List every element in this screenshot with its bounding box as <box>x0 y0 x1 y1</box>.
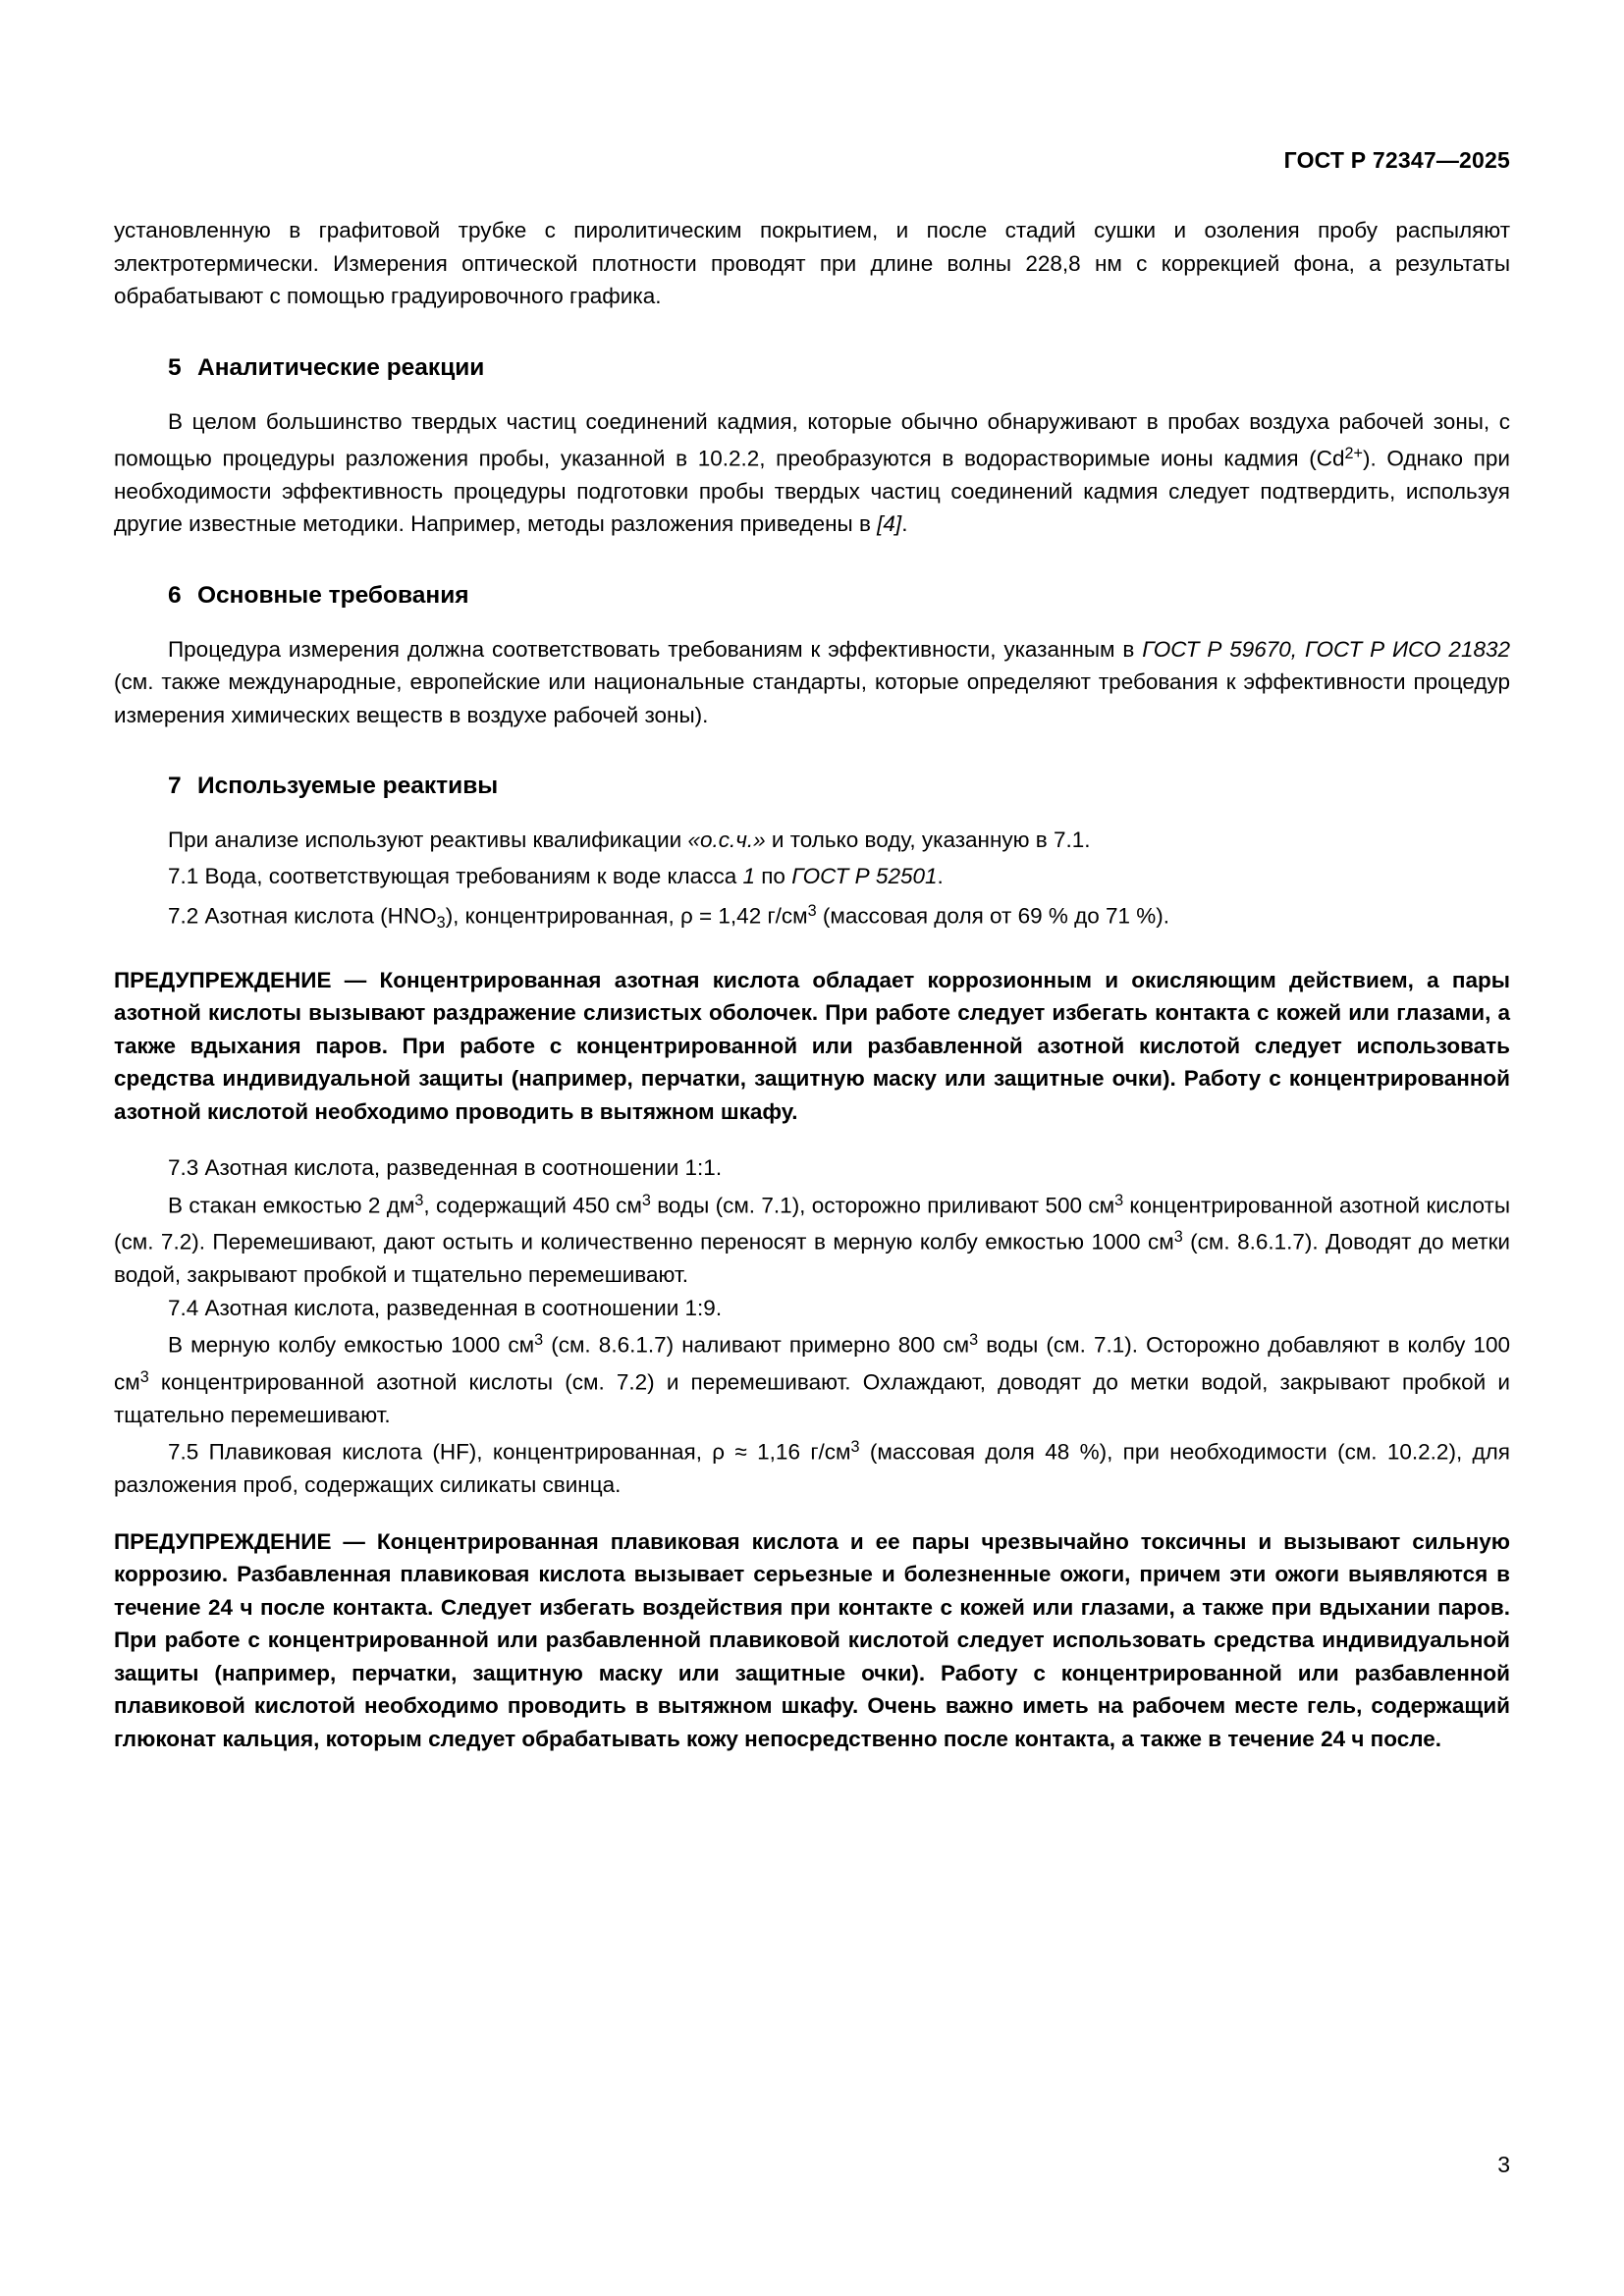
warning-nitric-acid <box>114 964 1510 1129</box>
section6-paragraph <box>114 633 1510 732</box>
warning-nitric-acid-label: ПРЕДУПРЕЖДЕНИЕ — <box>114 967 380 992</box>
clause-7-3-sup-1: 3 <box>414 1191 424 1209</box>
clause-7-4-sup-3: 3 <box>139 1367 149 1386</box>
clause-7-3-b: , содержащий 450 см <box>423 1192 642 1217</box>
clause-7-4: 7.4 Азотная кислота, разведенная в соотношении 1:9. <box>168 1295 723 1320</box>
section5-text-end: . <box>901 511 908 537</box>
section5-superscript: 2+ <box>1344 445 1363 462</box>
section-heading-5 <box>114 352 1510 384</box>
clause-7-4-d: концентрированной азотной кислоты (см. 7.2) и перемешивают. Охлаждают, доводят до метки водой, закрывают пробкой и тщательно перемешивают. <box>114 1369 1510 1427</box>
clause-7-2-a: 7.2 Азотная кислота (HNO <box>168 903 437 929</box>
clause-7-2-superscript: 3 <box>807 902 817 921</box>
clause-7-4-sup-2: 3 <box>969 1331 979 1350</box>
section7-intro-paragraph <box>114 824 1510 857</box>
clause-7-4-sup-1: 3 <box>534 1331 544 1350</box>
clause-7-3-e: (см. 8.6.1.7). Доводят до метки водой, закрывают пробкой и тщательно перемешивают. <box>114 1229 1510 1288</box>
clause-7-2-b: ), концентрированная, ρ = 1,42 г/см <box>445 903 808 929</box>
section-heading-7 <box>114 771 1510 802</box>
section5-reference: [4] <box>877 511 902 537</box>
clause-7-4-procedure <box>114 1324 1510 1431</box>
clause-7-1 <box>114 860 1510 893</box>
warning-hydrofluoric-acid-label: ПРЕДУПРЕЖДЕНИЕ — <box>114 1528 377 1554</box>
clause-7-1-class: 1 <box>742 863 755 888</box>
section-title-7: Используемые реактивы <box>197 773 499 800</box>
clause-7-2-subscript: 3 <box>436 914 446 933</box>
clause-7-3-procedure <box>114 1185 1510 1292</box>
intro-paragraph: установленную в графитовой трубке с пиролитическим покрытием, и после стадий сушки и озоления пробу распыляют электротермически. Измерения оптической плотности проводят при длине волны 228,8 нм с коррекцией фона, а результаты обрабатывают с помощью градуировочного графика. <box>114 218 1510 308</box>
clause-7-3-d: концентрированной азотной кислоты (см. 7.2). Перемешивают, дают остыть и количественно переносят в мерную колбу емкостью 1000 см <box>114 1192 1510 1255</box>
section-number-5: 5 <box>168 353 182 381</box>
section6-text-b: (см. также международные, европейские или национальные стандарты, которые определяют требования к эффективности процедур измерения химических веществ в воздухе рабочей зоны). <box>114 669 1510 727</box>
warning-hydrofluoric-acid-text: Концентрированная плавиковая кислота и ее пары чрезвычайно токсичны и вызывают сильную коррозию. Разбавленная плавиковая кислота вызывает серьезные и болезненные ожоги, причем эти ожоги выявляются в течение 24 ч после контакта. Следует избегать воздействия при контакте с кожей или глазами, а также при вдыхании паров. При работе с концентрированной или разбавленной плавиковой кислотой следует использовать средства индивидуальной защиты (например, перчатки, защитную маску или защитные очки). Работу с концентрированной или разбавленной плавиковой кислотой необходимо проводить в вытяжном шкафу. Очень важно иметь на рабочем месте гель, содержащий глюконат кальция, которым следует обрабатывать кожу непосредственно после контакта, а также в течение 24 ч после. <box>114 1528 1510 1751</box>
section5-text-a: В целом большинство твердых частиц соединений кадмия, которые обычно обнаруживают в пробах воздуха рабочей зоны, с помощью процедуры разложения пробы, указанной в 10.2.2, преобразуются в водорастворимые ионы кадмия (Cd <box>114 408 1510 471</box>
clause-7-3-sup-2: 3 <box>641 1191 651 1209</box>
section7-grade-quote: «о.с.ч.» <box>687 828 766 853</box>
clause-7-4-b: (см. 8.6.1.7) наливают примерно 800 см <box>543 1332 970 1358</box>
section6-text-a: Процедура измерения должна соответствовать требованиям к эффективности, указанным в <box>168 636 1143 662</box>
clause-7-1-standard: ГОСТ Р 52501 <box>791 863 938 888</box>
clause-7-2 <box>114 895 1510 939</box>
page-header-standard-id: ГОСТ Р 72347—2025 <box>1283 147 1510 173</box>
section-heading-6 <box>114 580 1510 612</box>
section-number-6: 6 <box>168 581 182 609</box>
section-number-7: 7 <box>168 773 182 800</box>
section5-paragraph <box>114 405 1510 541</box>
section-title-5: Аналитические реакции <box>197 353 485 381</box>
warning-hydrofluoric-acid <box>114 1525 1510 1756</box>
section5-text-b: ). Однако при необходимости эффективность процедуры подготовки пробы твердых частиц соединений кадмия следует подтвердить, используя другие известные методики. Например, методы разложения приведены в <box>114 446 1510 537</box>
clause-7-1-end: . <box>937 863 944 888</box>
clause-7-5-sup: 3 <box>850 1438 860 1457</box>
warning-nitric-acid-text: Концентрированная азотная кислота обладает коррозионным и окисляющим действием, а пары азотной кислоты вызывают раздражение слизистых оболочек. При работе следует избегать контакта с кожей или глазами, а также вдыхания паров. При работе с концентрированной или разбавленной азотной кислотой следует использовать средства индивидуальной защиты (например, перчатки, защитную маску или защитные очки). Работу с концентрированной азотной кислотой необходимо проводить в вытяжном шкафу. <box>114 967 1510 1124</box>
document-body <box>114 214 1510 1755</box>
section-title-6: Основные требования <box>197 581 469 609</box>
clause-7-3-sup-3: 3 <box>1114 1191 1124 1209</box>
section7-intro-a: При анализе используют реактивы квалификации <box>168 828 688 853</box>
clause-7-3-sup-4: 3 <box>1173 1228 1183 1247</box>
clause-7-5-a: 7.5 Плавиковая кислота (HF), концентрированная, ρ ≈ 1,16 г/см <box>168 1439 851 1465</box>
clause-7-4-a: В мерную колбу емкостью 1000 см <box>168 1332 535 1358</box>
clause-7-5 <box>114 1431 1510 1501</box>
section7-intro-b: и только воду, указанную в 7.1. <box>765 828 1091 853</box>
clause-7-3-c: воды (см. 7.1), осторожно приливают 500 см <box>650 1192 1115 1217</box>
clause-7-1-a: 7.1 Вода, соответствующая требованиям к воде класса <box>168 863 743 888</box>
clause-7-3: 7.3 Азотная кислота, разведенная в соотношении 1:1. <box>168 1155 723 1181</box>
page-number: 3 <box>1497 2152 1510 2177</box>
clause-7-3-a: В стакан емкостью 2 дм <box>168 1192 415 1217</box>
clause-7-1-b: по <box>754 863 792 888</box>
clause-7-5-b: (массовая доля 48 %), при необходимости (см. 10.2.2), для разложения проб, содержащих силикаты свинца. <box>114 1439 1510 1497</box>
clause-7-2-end: (массовая доля от 69 % до 71 %). <box>816 903 1170 929</box>
section6-standard-refs: ГОСТ Р 59670, ГОСТ Р ИСО 21832 <box>1142 636 1510 662</box>
clause-7-4-c: воды (см. 7.1). Осторожно добавляют в колбу 100 см <box>114 1332 1511 1395</box>
